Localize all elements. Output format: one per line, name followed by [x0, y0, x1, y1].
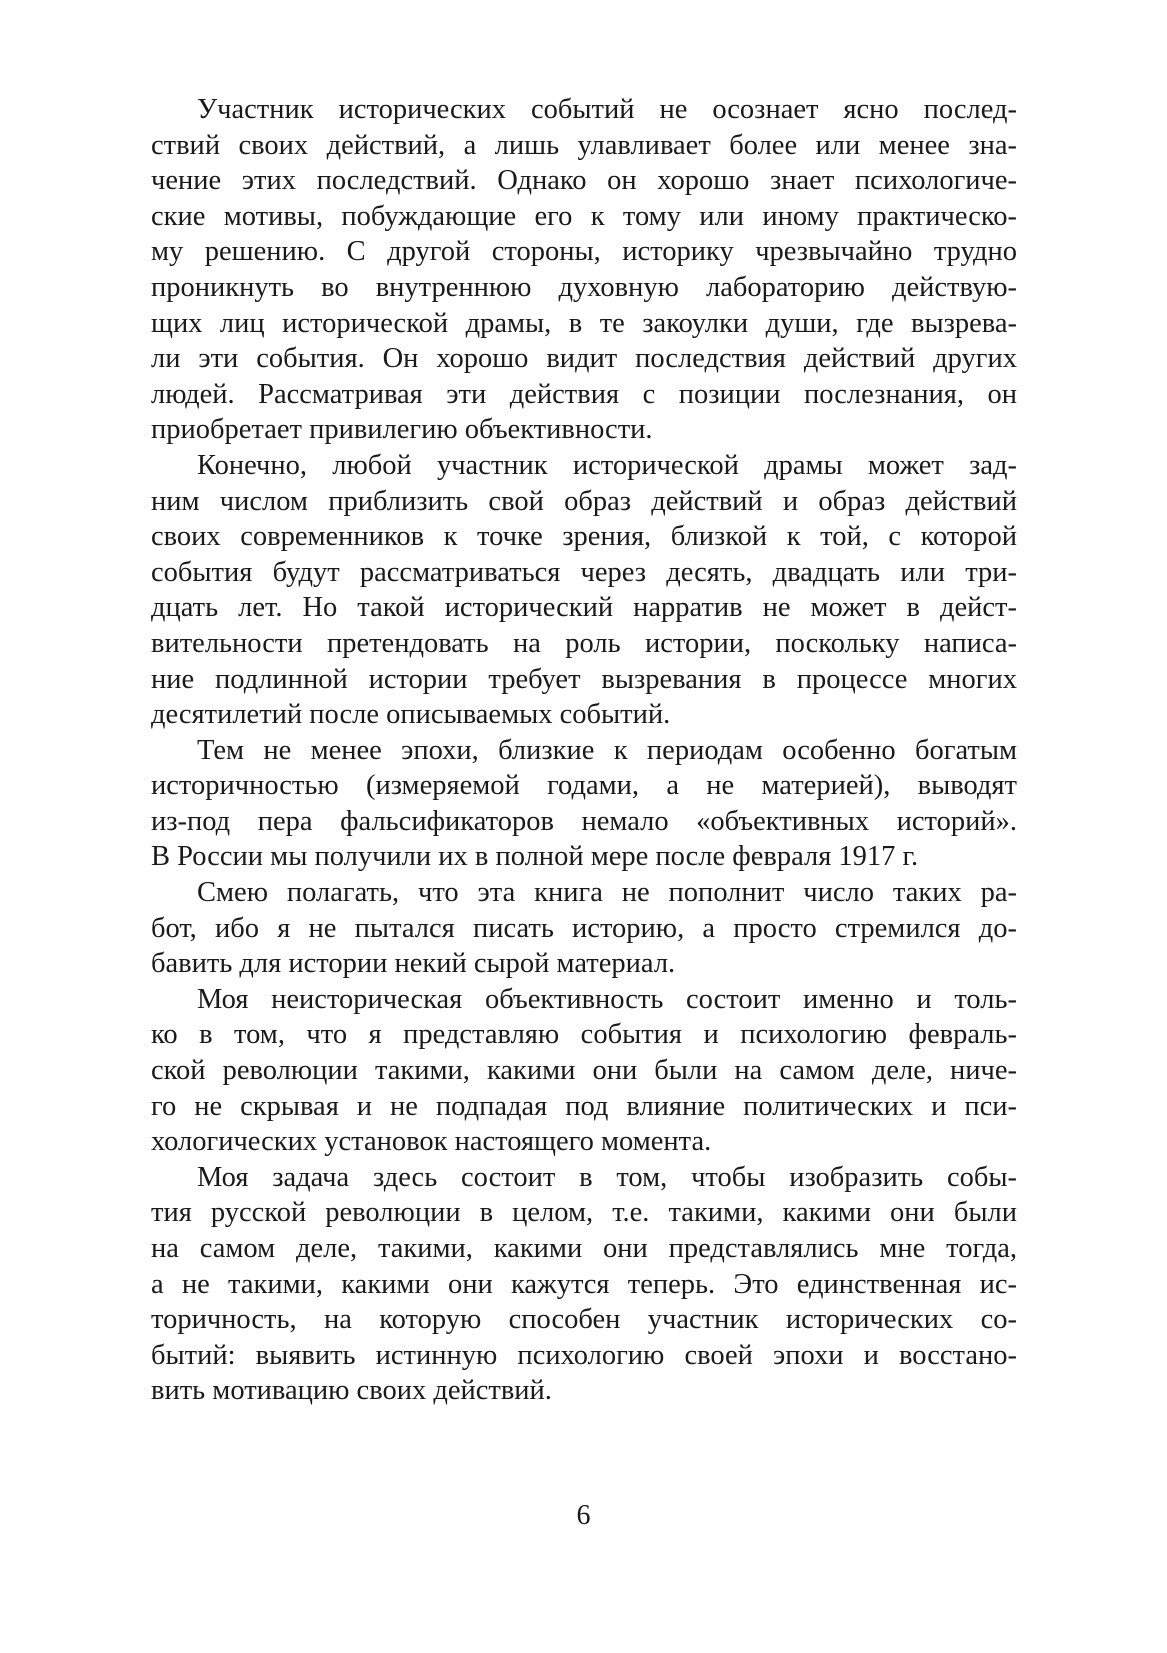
text-line: чение этих последствий. Однако он хорошо знает психологиче- — [151, 165, 1017, 197]
text-line: историчностью (измеряемой годами, а не материей), выводят — [151, 770, 1017, 802]
text-line: своих современников к точке зрения, близкой к той, с которой — [151, 521, 1017, 553]
text-line: бот, ибо я не пытался писать историю, а просто стремился до- — [151, 912, 1017, 944]
text-line: вительности претендовать на роль истории, поскольку написа- — [151, 627, 1017, 659]
paragraph — [151, 448, 1017, 733]
text-line: на самом деле, такими, какими они представлялись мне тогда, — [151, 1233, 1017, 1264]
body-text — [151, 92, 1017, 1409]
paragraph — [151, 982, 1017, 1160]
text-line: бытий: выявить истинную психологию своей эпохи и восстано- — [151, 1339, 1017, 1371]
text-line: бавить для истории некий сырой материал. — [151, 948, 676, 980]
paragraph — [151, 92, 1017, 448]
text-line: Участник исторических событий не осознает ясно послед- — [197, 94, 1017, 125]
text-line: ко в том, что я представляю события и психологию февраль- — [151, 1019, 1017, 1051]
text-line: вить мотивацию своих действий. — [151, 1375, 552, 1407]
text-line: го не скрывая и не подпадая под влияние политических и пси- — [151, 1090, 1017, 1122]
text-line: В России мы получили их в полной мере после февраля 1917 г. — [151, 841, 919, 873]
page-number: 6 — [576, 1500, 591, 1531]
text-line: хологических установок настоящего момента. — [151, 1126, 712, 1158]
text-line: людей. Рассматривая эти действия с позиции послезнания, он — [151, 378, 1017, 410]
text-line: приобретает привилегию объективности. — [151, 414, 653, 446]
text-line: ской революции такими, какими они были на самом деле, ниче- — [151, 1055, 1017, 1087]
text-line: торичность, на которую способен участник исторических со- — [151, 1304, 1017, 1336]
text-line: Тем не менее эпохи, близкие к периодам особенно богатым — [197, 734, 1017, 766]
paragraph — [151, 1160, 1017, 1409]
text-line: Моя неисторическая объективность состоит именно и толь- — [197, 983, 1017, 1015]
text-line: десятилетий после описываемых событий. — [151, 699, 671, 731]
text-line: ним числом приблизить свой образ действий и образ действий — [151, 485, 1017, 517]
text-line: а не такими, какими они кажутся теперь. Это единственная ис- — [151, 1268, 1017, 1300]
paragraph — [151, 733, 1017, 875]
text-line: ствий своих действий, а лишь улавливает более или менее зна- — [151, 129, 1017, 161]
text-line: Смею полагать, что эта книга не пополнит число таких ра- — [197, 877, 1017, 909]
text-line: события будут рассматриваться через десять, двадцать или три- — [151, 556, 1017, 588]
text-line: из-под пера фальсификаторов немало «объективных историй». — [151, 805, 1017, 837]
text-line: щих лиц исторической драмы, в те закоулки души, где вызрева- — [151, 307, 1017, 339]
text-line: ские мотивы, побуждающие его к тому или иному практическо- — [151, 200, 1017, 232]
text-line: ние подлинной истории требует вызревания в процессе многих — [151, 663, 1017, 695]
text-line: ли эти события. Он хорошо видит последствия действий других — [151, 343, 1017, 375]
paragraph — [151, 875, 1017, 982]
text-line: тия русской революции в целом, т.е. такими, какими они были — [151, 1197, 1017, 1229]
text-line: дцать лет. Но такой исторический нарратив не может в дейст- — [151, 592, 1017, 624]
text-line: Моя задача здесь состоит в том, чтобы изобразить собы- — [197, 1161, 1017, 1193]
text-line: му решению. С другой стороны, историку чрезвычайно трудно — [151, 236, 1017, 268]
text-line: проникнуть во внутреннюю духовную лабораторию действую- — [151, 271, 1017, 303]
text-line: Конечно, любой участник исторической драмы может зад- — [197, 449, 1017, 481]
